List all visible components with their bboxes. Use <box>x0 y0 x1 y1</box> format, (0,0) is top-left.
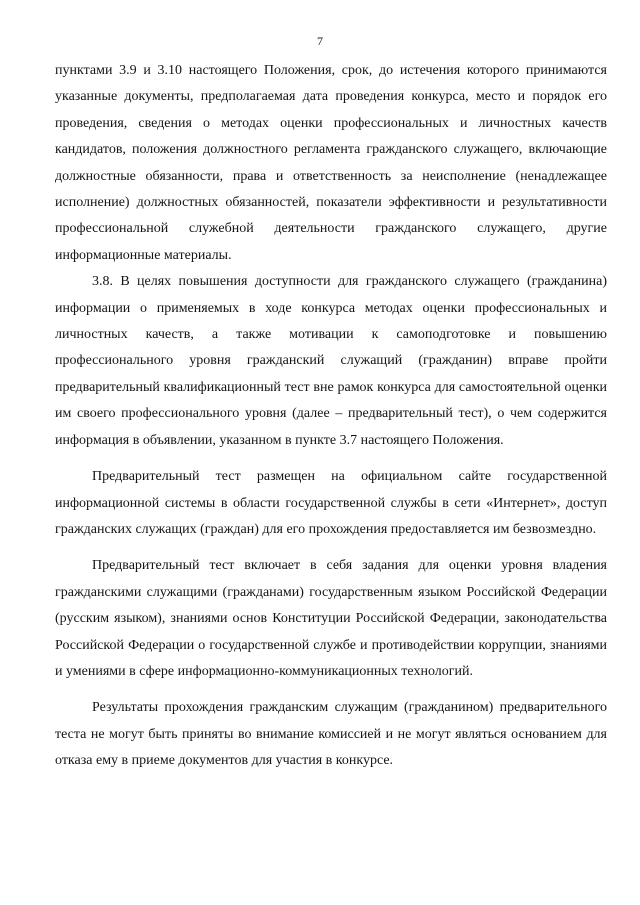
paragraph-continued: пунктами 3.9 и 3.10 настоящего Положения, срок, до истечения которого принимаются указанные документы, предполагаемая дата проведения конкурса, место и порядок его проведения, сведения о методах оценки профессиональных и личностных качеств кандидатов, положения должностного регламента гражданского служащего, включающие должностные обязанности, права и ответственность за неисполнение (ненадлежащее исполнение) должностных обязанностей, показатели эффективности и результативности профессиональной служебной деятельности гражданского служащего, другие информационные материалы. <box>55 63 607 263</box>
page-number: 7 <box>317 34 323 48</box>
paragraph-test-content: Предварительный тест включает в себя задания для оценки уровня владения гражданскими служащими (гражданами) государственным языком Российской Федерации (русским языком), знаниями основ Конституции Российской Федерации, законодательства Российской Федерации о государственной службе и противодействии коррупции, знаниями и умениями в сфере информационно-коммуникационных технологий. <box>55 558 607 679</box>
document-body <box>55 58 607 775</box>
paragraph-test-site: Предварительный тест размещен на официальном сайте государственной информационной системы в области государственной службы в сети «Интернет», доступ гражданских служащих (граждан) для его прохождения предоставляется им безвозмездно. <box>55 469 607 537</box>
paragraph-test-results: Результаты прохождения гражданским служащим (гражданином) предварительного теста не могут быть приняты во внимание комиссией и не могут являться основанием для отказа ему в приеме документов для участия в конкурсе. <box>55 700 607 769</box>
paragraph-3-8: 3.8. В целях повышения доступности для гражданского служащего (гражданина) информации о применяемых в ходе конкурса методах оценки профессиональных и личностных качеств, а также мотивации к самоподготовке и повышению профессионального уровня гражданский служащий (гражданин) вправе пройти предварительный квалификационный тест вне рамок конкурса для самостоятельной оценки им своего профессионального уровня (далее – предварительный тест), о чем содержится информация в объявлении, указанном в пункте 3.7 настоящего Положения. <box>55 274 607 448</box>
